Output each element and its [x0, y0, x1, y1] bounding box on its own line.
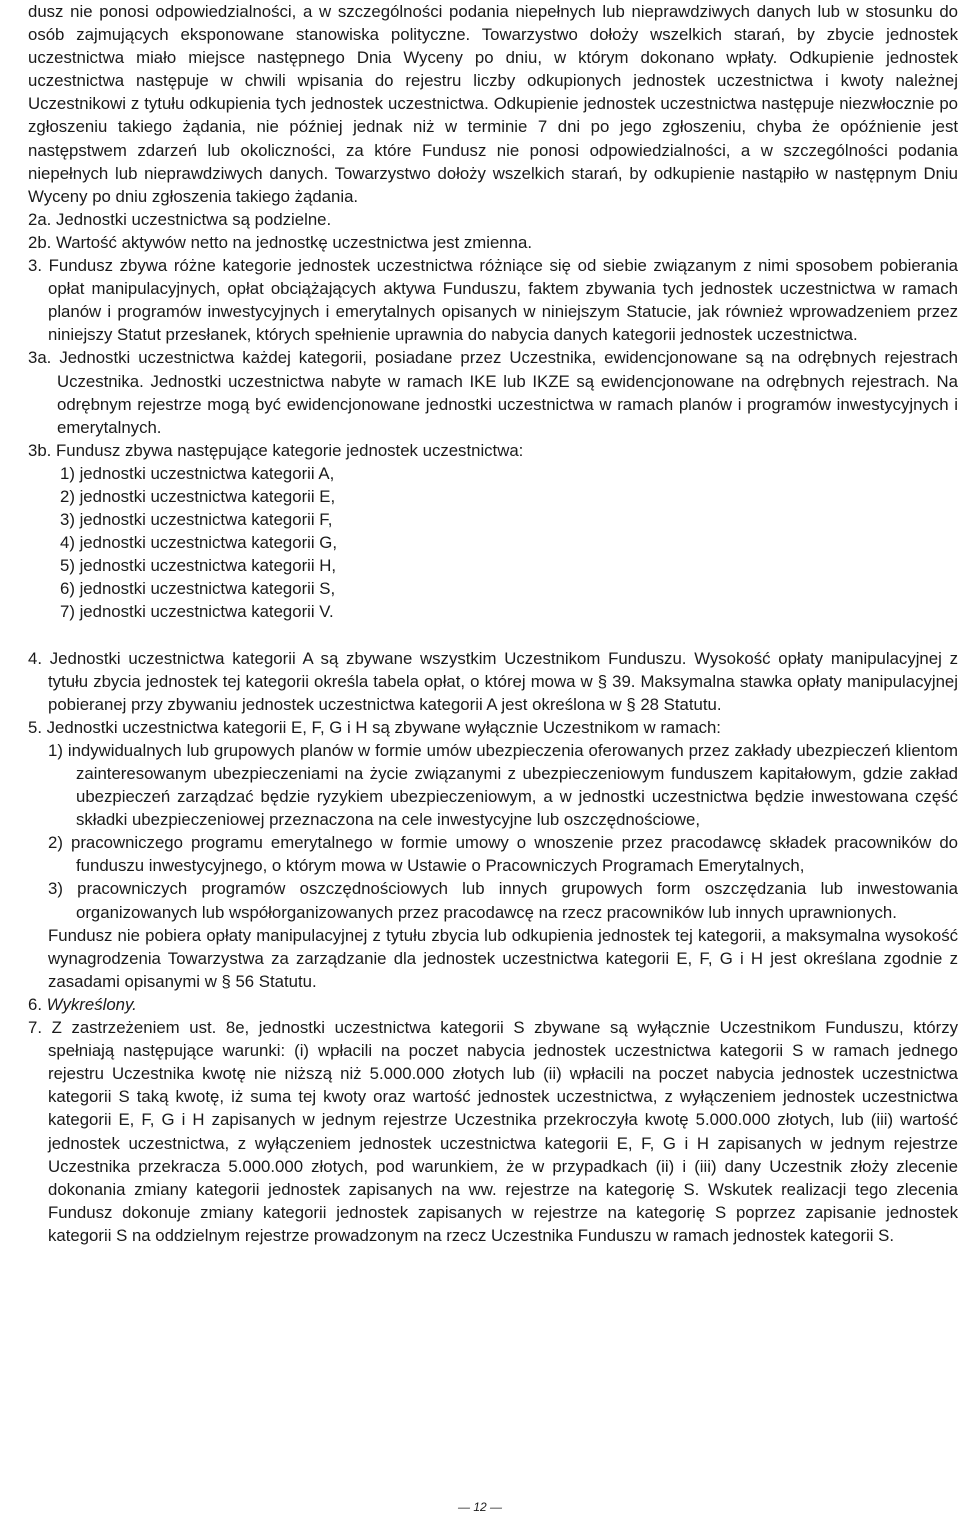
list-item: 1) indywidualnych lub grupowych planów w formie umów ubezpieczenia oferowanych przez zakłady ubezpieczeń klientom zainteresowanym ubezpieczeniami na życie związanymi z ubezpieczeniowym funduszem kapitałowym, gdzie zakład ubezpieczeń zarządzać będzie ryzykiem ubezpieczeniowym, a w jednostki uczestnictwa będzie inwestowana część składki ubezpieczeniowej przeznaczona na cele inwestycyjne lub oszczędnościowe, — [48, 740, 958, 830]
item-3a: 3a. Jednostki uczestnictwa każdej kategorii, posiadane przez Uczestnika, ewidencjonowane są na odrębnych rejestrach Uczestnika. Jednostki uczestnictwa nabyte w ramach IKE lub IKZE są ewidencjonowane na odrębnych rejestrach. Na odrębnym rejestrze mogą być ewidencjonowane jednostki uczestnictwa w ramach planów i programów inwestycyjnych i emerytalnych. — [28, 348, 958, 437]
list-item: 3) jednostki uczestnictwa kategorii F, — [60, 510, 333, 530]
item-5-tail: Fundusz nie pobiera opłaty manipulacyjnej z tytułu zbycia lub odkupienia jednostek tej kategorii, a maksymalna wysokość wynagrodzenia Towarzystwa za zarządzanie dla jednostek uczestnictwa kategorii E, F, G i H jest określana zgodnie z zasadami opisanymi w § 56 Statutu. — [48, 925, 958, 991]
item-6 — [28, 993, 958, 1016]
list-item: 2) jednostki uczestnictwa kategorii E, — [60, 486, 336, 506]
list-item: 5) jednostki uczestnictwa kategorii H, — [60, 556, 337, 576]
document-page — [28, 0, 958, 1247]
item-5: 5. Jednostki uczestnictwa kategorii E, F, G i H są zbywane wyłącznie Uczestnikom w ramach: — [28, 717, 721, 737]
item-3: 3. Fundusz zbywa różne kategorie jednostek uczestnictwa różniące się od siebie związanym z nimi sposobem pobierania opłat manipulacyjnych, opłat obciążających aktywa Funduszu, faktem zbywania tych jednostek uczestnictwa w ramach planów i programów inwestycyjnych i emerytalnych opisanych w niniejszym Statucie, jak również wprowadzeniem przez niniejszy Statut przesłanek, których spełnienie uprawnia do nabycia danych kategorii jednostek uczestnictwa. — [28, 256, 958, 345]
item-4: 4. Jednostki uczestnictwa kategorii A są zbywane wszystkim Uczestnikom Funduszu. Wysokość opłaty manipulacyjnej z tytułu zbycia jednostek tej kategorii określa tabela opłat, o której mowa w § 39. Maksymalna stawka opłaty manipulacyjnej pobieranej przy zbywaniu jednostek uczestnictwa kategorii A jest określona w § 28 Statutu. — [28, 648, 958, 714]
list-item: 2) pracowniczego programu emerytalnego w formie umowy o wnoszenie przez pracodawcę składek pracowników do funduszu inwestycyjnego, o którym mowa w Ustawie o Pracowniczych Programach Emerytalnych, — [48, 833, 958, 876]
list-item: 6) jednostki uczestnictwa kategorii S, — [60, 579, 336, 599]
item-6-text: Wykreślony. — [46, 994, 137, 1014]
item-7: 7. Z zastrzeżeniem ust. 8e, jednostki uczestnictwa kategorii S zbywane są wyłącznie Uczestnikom Funduszu, którzy spełniają następujące warunki: (i) wpłacili na poczet nabycia jednostek uczestnictwa kategorii S w ramach jednego rejestru Uczestnika kwotę nie niższą niż 5.000.000 złotych lub (ii) wpłacili na poczet nabycia jednostek uczestnictwa kategorii S taką kwotę, iż suma tej kwoty oraz wartość jednostek uczestnictwa, z wyłączeniem jednostek uczestnictwa kategorii E, F, G i H zapisanych w jednym rejestrze Uczestnika przekroczyła kwotę 5.000.000 złotych, lub (iii) wartość jednostek uczestnictwa, z wyłączeniem jednostek uczestnictwa kategorii E, F, G i H zapisanych w jednym rejestrze Uczestnika przekracza 5.000.000 złotych, pod warunkiem, że w przypadkach (ii) i (iii) dany Uczestnik złoży zlecenie dokonania zmiany kategorii jednostek zapisanych na ww. rejestrze na kategorię S. Wskutek realizacji tego zlecenia Fundusz dokonuje zmiany kategorii jednostek zapisanych w rejestrze na kategorię S poprzez zapisanie jednostek kategorii S na oddzielnym rejestrze prowadzonym na rzecz Uczestnika Funduszu w ramach jednostek kategorii S. — [28, 1018, 958, 1245]
list-item: 4) jednostki uczestnictwa kategorii G, — [60, 533, 338, 553]
list-item: 7) jednostki uczestnictwa kategorii V. — [60, 602, 334, 622]
list-item: 1) jednostki uczestnictwa kategorii A, — [60, 463, 335, 483]
paragraph-intro: dusz nie ponosi odpowiedzialności, a w szczególności podania niepełnych lub nieprawdziwych danych lub w stosunku do osób zajmujących eksponowane stanowiska polityczne. Towarzystwo dołoży wszelkich starań, by zbycie jednostek uczestnictwa miało miejsce następnego Dnia Wyceny po dniu, w którym dokonano wpłaty. Odkupienie jednostek uczestnictwa następuje w chwili wpisania do rejestru liczby odkupionych jednostek uczestnictwa i kwoty należnej Uczestnikowi z tytułu odkupienia tych jednostek uczestnictwa. Odkupienie jednostek uczestnictwa następuje niezwłocznie po zgłoszeniu takiego żądania, nie później jednak niż w terminie 7 dni po jego zgłoszeniu, chyba że opóźnienie jest następstwem zdarzeń lub okoliczności, za które Fundusz nie ponosi odpowiedzialności, a w szczególności podania niepełnych lub nieprawdziwych danych. Towarzystwo dołoży wszelkich starań, by odkupienie nastąpiło w następnym Dniu Wyceny po dniu zgłoszenia takiego żądania. — [28, 2, 958, 206]
spacer — [28, 624, 958, 647]
item-3b: 3b. Fundusz zbywa następujące kategorie jednostek uczestnictwa: — [28, 440, 524, 460]
item-2a: 2a. Jednostki uczestnictwa są podzielne. — [28, 209, 332, 229]
list-item: 3) pracowniczych programów oszczędnościowych lub innych grupowych form oszczędzania lub inwestowania organizowanych lub współorganizowanych przez pracodawcę na rzecz pracowników lub innych uprawnionych. — [48, 879, 958, 922]
item-2b: 2b. Wartość aktywów netto na jednostkę uczestnictwa jest zmienna. — [28, 232, 532, 252]
category-list — [28, 462, 958, 624]
item-6-number: 6. — [28, 994, 42, 1014]
item-5-sublist — [28, 739, 958, 924]
page-number: — 12 — — [457, 1500, 502, 1514]
